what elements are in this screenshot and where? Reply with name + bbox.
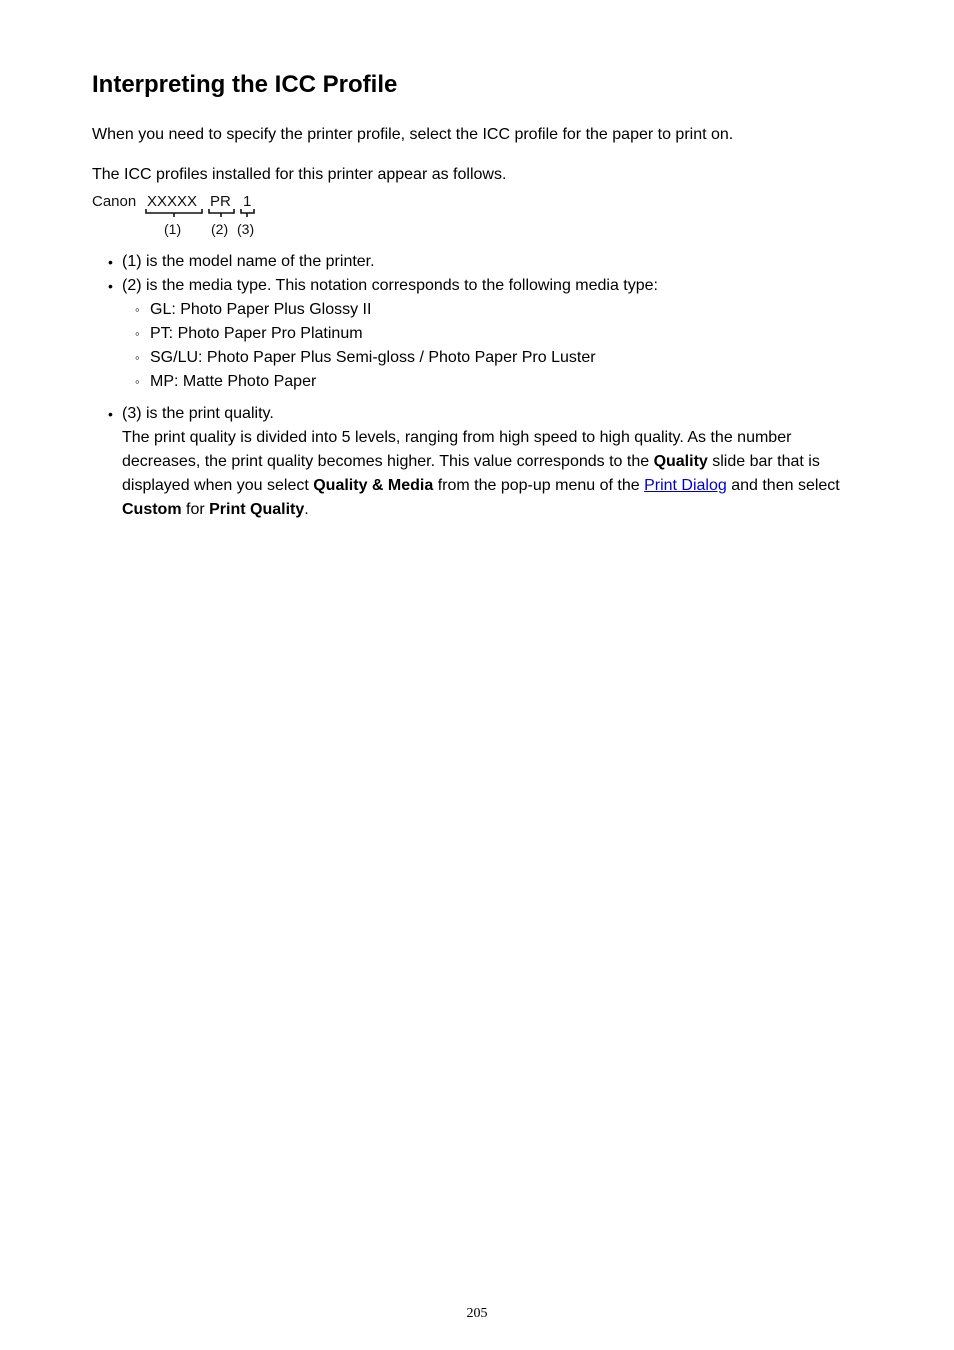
quality-item-heading: (3) is the print quality. — [122, 405, 274, 422]
bold-custom: Custom — [122, 501, 182, 518]
media-type-item: ◦ GL: Photo Paper Plus Glossy II — [122, 298, 852, 322]
list-item — [92, 274, 852, 394]
figure-label-1: (1) — [164, 221, 182, 237]
figure-model: XXXXX — [147, 193, 198, 210]
media-type-list — [122, 298, 852, 394]
text-run: The print quality is divided into 5 levels, ranging from high speed to high quality. As the number decreases, the print quality becomes higher. This value corresponds to the — [122, 429, 792, 470]
bold-print-quality: Print Quality — [209, 501, 305, 518]
figure-brand: Canon — [92, 193, 137, 210]
bold-quality-media: Quality & Media — [313, 477, 434, 494]
text-run: from the pop-up menu of the — [433, 477, 645, 494]
list-item — [92, 402, 852, 522]
profiles-paragraph: The ICC profiles installed for this printer appear as follows. — [92, 166, 507, 183]
icc-profile-name-diagram — [92, 190, 262, 240]
bold-quality: Quality — [653, 453, 708, 470]
page-number: 205 — [466, 1306, 488, 1321]
text-run: . — [304, 501, 309, 518]
media-type-item: ◦ PT: Photo Paper Pro Platinum — [122, 322, 852, 346]
quality-item-body — [122, 429, 840, 518]
page-title: Interpreting the ICC Profile — [92, 71, 398, 98]
bracket-1 — [146, 209, 202, 217]
figure-media: PR — [210, 193, 231, 210]
notation-list — [92, 250, 852, 522]
figure-label-3: (3) — [237, 221, 255, 237]
bracket-3 — [241, 209, 254, 217]
print-dialog-link[interactable]: Print Dialog — [644, 477, 727, 494]
bracket-2 — [209, 209, 234, 217]
model-item-text: (1) is the model name of the printer. — [122, 253, 375, 270]
text-run: and then select — [726, 477, 840, 494]
figure-quality: 1 — [243, 193, 252, 210]
intro-paragraph: When you need to specify the printer profile, select the ICC profile for the paper to print on. — [92, 126, 734, 143]
media-item-text: (2) is the media type. This notation corresponds to the following media type: — [122, 277, 658, 294]
figure-label-2: (2) — [211, 221, 229, 237]
text-run: for — [181, 501, 210, 518]
media-type-item: ◦ SG/LU: Photo Paper Plus Semi-gloss / Photo Paper Pro Luster — [122, 346, 852, 370]
media-type-item: ◦ MP: Matte Photo Paper — [122, 370, 852, 394]
text-run: slide bar that is displayed when you select — [122, 453, 820, 494]
list-item — [92, 250, 852, 274]
